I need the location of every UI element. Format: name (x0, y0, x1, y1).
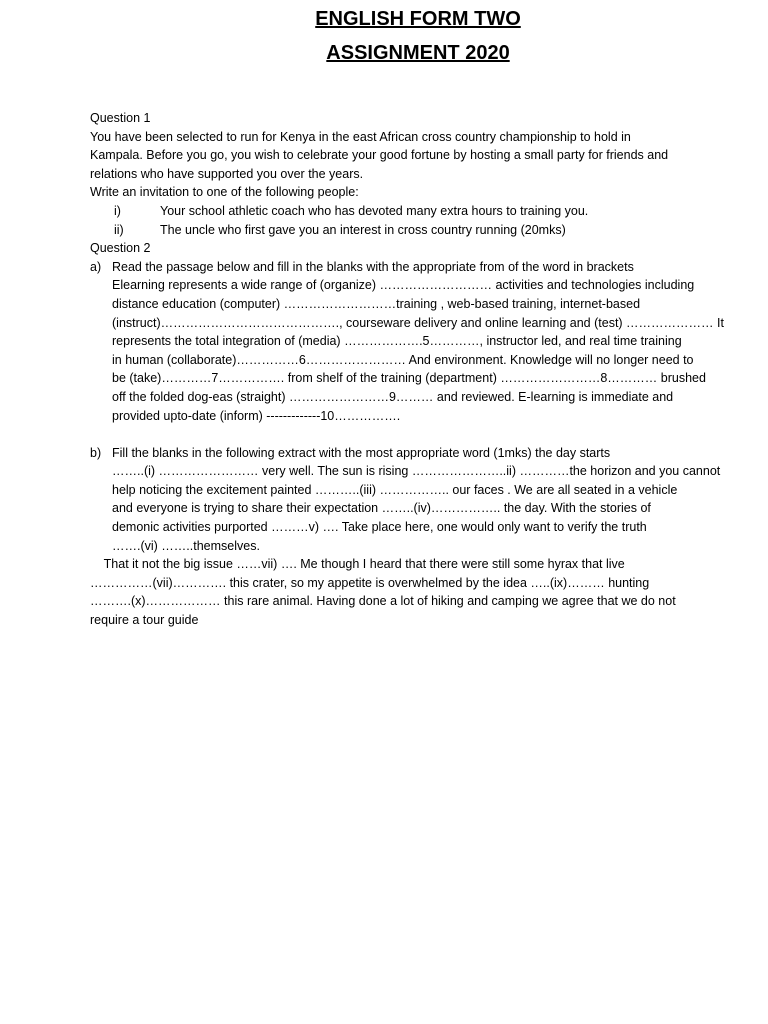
part-b (90, 444, 721, 556)
paragraph-line: in human (collaborate)……………6…………………… And environment. Knowledge will no longer need to (112, 352, 694, 367)
paragraph-line: off the folded dog-eas (straight) ……………………9……… and reviewed. E-learning is immediate and (112, 389, 674, 404)
paragraph-line: Fill the blanks in the following extract with the most appropriate word (1mks) the day starts (112, 445, 611, 460)
paragraph-line: be (take)…………7……………. from shelf of the training (department) ……………………8………… brushed (112, 371, 706, 386)
question-1-heading: Question 1 (90, 111, 151, 125)
paragraph-line: require a tour guide (90, 613, 199, 628)
paragraph-line: provided upto-date (inform) -------------10……………. (112, 408, 401, 423)
paragraph-line: Elearning represents a wide range of (organize) ……………………… activities and technologies including (112, 278, 695, 293)
paragraph-line: (instruct)……………………………………., courseware delivery and online learning and (test) ………………… It (112, 315, 724, 330)
part-b-marker: b) (90, 445, 102, 460)
paragraph-line: That it not the big issue ……vii) …. Me though I heard that there were still some hyrax that live (90, 557, 625, 572)
list-item-number: ii) (114, 222, 124, 237)
paragraph-line: demonic activities purported ………v) …. Take place here, one would only want to verify the truth (112, 520, 647, 535)
paragraph-line: and everyone is trying to share their expectation ……..(iv)…………….. the day. With the stories of (112, 501, 651, 516)
document-title: ENGLISH FORM TWO (315, 8, 521, 30)
paragraph-line: ……….(x)……………… this rare animal. Having done a lot of hiking and camping we agree that we do not (90, 594, 676, 609)
paragraph-line: ……..(i) …………………… very well. The sun is rising …………………..ii) …………the horizon and you cannot (112, 464, 721, 479)
part-a (90, 258, 724, 425)
list-item (114, 202, 690, 221)
list-item (114, 221, 690, 240)
paragraph-line: represents the total integration of (media) ……………….5…………, instructor led, and real time training (112, 334, 682, 349)
paragraph-line: You have been selected to run for Kenya in the east African cross country championship to hold in (90, 129, 631, 144)
paragraph-line: Kampala. Before you go, you wish to celebrate your good fortune by hosting a small party for friends and (90, 148, 669, 163)
question-2-heading: Question 2 (90, 241, 151, 256)
paragraph-line: distance education (computer) ………………………training , web-based training, internet-based (112, 296, 641, 311)
document-subtitle: ASSIGNMENT 2020 (326, 42, 510, 64)
document-body (90, 109, 724, 630)
paragraph-line: Read the passage below and fill in the blanks with the appropriate from of the word in brackets (112, 259, 634, 274)
paragraph-line: Write an invitation to one of the following people: (90, 185, 359, 200)
options-list (90, 202, 690, 239)
paragraph-line: help noticing the excitement painted ………..(iii) …………….. our faces . We are all seated in a vehicle (112, 482, 678, 497)
list-item-number: i) (114, 203, 121, 218)
part-a-marker: a) (90, 259, 102, 274)
paragraph-line: relations who have supported you over the years. (90, 166, 364, 181)
list-item-text: Your school athletic coach who has devoted many extra hours to training you. (160, 203, 589, 218)
paragraph-line: ……………(vii)…………. this crater, so my appetite is overwhelmed by the idea …..(ix)……… hunting (90, 575, 650, 590)
paragraph-line: …….(vi) ……..themselves. (112, 538, 260, 553)
list-item-text: The uncle who first gave you an interest in cross country running (20mks) (160, 222, 566, 237)
